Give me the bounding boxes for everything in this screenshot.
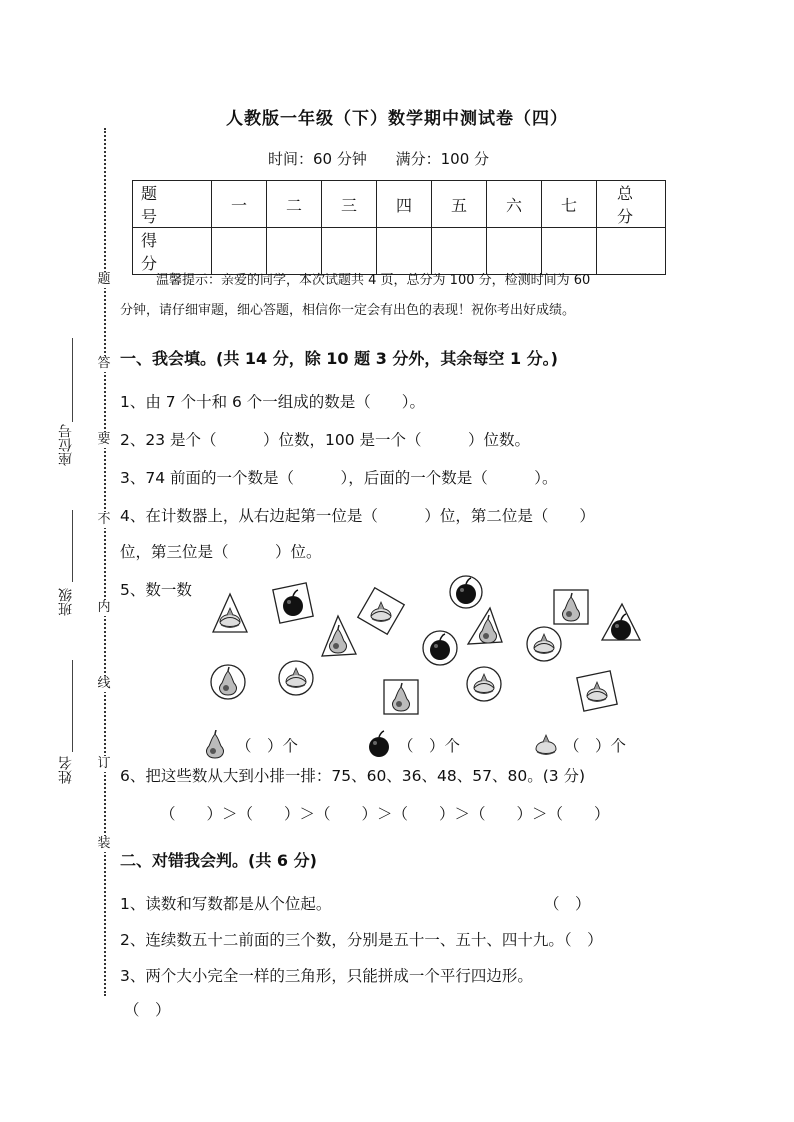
binding-char: 不 [97,512,111,527]
score-cell: 五 [432,181,487,228]
pear-icon [563,593,580,621]
onion-icon [286,668,306,688]
score-cell: 一 [212,181,267,228]
score-cell: 总 分 [597,181,666,228]
score-table [132,180,674,275]
question-1-4a: 4、在计数器上，从右边起第一位是（ ）位，第二位是（ ） [120,507,595,525]
section-1-heading: 一、我会填。(共 14 分，除 10 题 3 分外，其余每空 1 分。) [120,349,558,368]
onion-icon [532,730,560,760]
apple-icon [283,590,303,616]
page-title: 人教版一年级（下）数学期中测试卷（四） [226,109,568,129]
binding-char: 题 [97,272,111,287]
pear-icon [220,667,237,695]
question-2-3: 3、两个大小完全一样的三角形，只能拼成一个平行四边形。 [120,967,533,985]
tip-line-1: 温馨提示：亲爱的同学，本次试题共 4 页，总分为 100 分，检测时间为 60 [156,273,591,288]
tip-line-2: 分钟，请仔细审题，细心答题，相信你一定会有出色的表现！祝你考出好成绩。 [120,303,576,318]
seat-underline [72,338,73,422]
apple-count-answer[interactable]: （ ）个 [398,737,461,755]
score-cell: 六 [487,181,542,228]
exam-info [268,148,513,169]
pear-icon [202,730,228,760]
class-label: 班级 [58,588,74,616]
question-1-4b: 位，第三位是（ ）位。 [120,543,322,561]
binding-char: 要 [97,432,111,447]
section-2-heading: 二、对错我会判。(共 6 分) [120,851,317,870]
score-cell: 得 分 [133,228,212,275]
onion-icon [534,634,554,654]
question-2-3-answer[interactable]: （ ） [124,1001,171,1019]
pear-count-answer[interactable]: （ ）个 [236,737,299,755]
class-underline [72,510,73,582]
apple-icon [430,634,450,660]
onion-icon [587,682,607,702]
question-1-6-blanks[interactable]: （ ）＞（ ）＞（ ）＞（ ）＞（ ）＞（ ） [160,805,610,823]
seat-label: 座位号 [58,424,74,466]
score-cell: 题 号 [133,181,212,228]
pear-icon [393,683,410,711]
question-2-2: 2、连续数五十二前面的三个数，分别是五十一、五十、四十九。（ ） [120,931,603,949]
apple-icon [366,730,392,760]
counting-figure [200,572,660,722]
onion-icon [474,674,494,694]
binding-dotted-line [104,128,106,996]
binding-char: 线 [97,676,111,691]
binding-char: 内 [97,600,111,615]
score-cell: 三 [322,181,377,228]
score-table-header-row [133,181,666,228]
score-cell: 七 [542,181,597,228]
question-1-6: 6、把这些数从大到小排一排：75、60、36、48、57、80。(3 分) [120,767,586,785]
onion-icon [371,602,391,622]
full-score-info: 满分：100 分 [395,150,490,168]
question-2-1: 1、读数和写数都是从个位起。 [120,895,332,913]
question-1-5: 5、数一数 [120,581,192,599]
question-1-1: 1、由 7 个十和 6 个一组成的数是（ ）。 [120,393,426,411]
score-cell: 二 [267,181,322,228]
name-label: 姓名 [58,756,74,784]
binding-char: 装 [97,836,111,851]
onion-count-answer[interactable]: （ ）个 [564,737,627,755]
binding-char: 订 [97,756,111,771]
apple-icon [456,578,476,604]
question-1-2: 2、23 是个（ ）位数，100 是一个（ ）位数。 [120,431,531,449]
question-2-1-answer[interactable]: （ ） [544,895,591,913]
name-underline [72,660,73,752]
score-cell: 四 [377,181,432,228]
time-info: 时间：60 分钟 [268,150,367,168]
question-1-3: 3、74 前面的一个数是（ ），后面的一个数是（ ）。 [120,469,558,487]
binding-char: 答 [97,356,111,371]
